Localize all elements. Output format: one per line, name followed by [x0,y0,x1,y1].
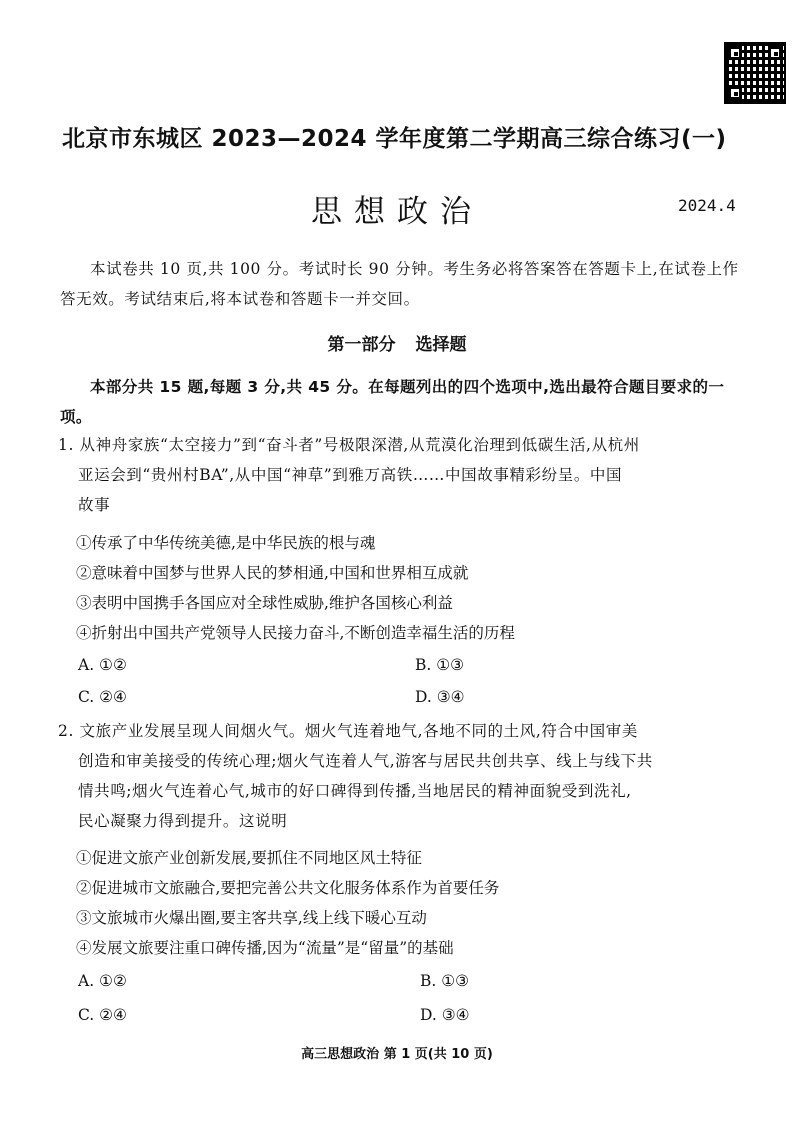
exam-date: 2024.4 [678,196,736,215]
subject-title: 思想政治 [311,194,483,230]
part-title: 第一部分 选择题 [327,335,467,355]
qr-finder-pattern [728,46,742,60]
qr-finder-pattern [728,86,742,100]
choice-c: C. ②④ [78,688,127,706]
part-description: 本部分共 15 题,每题 3 分,共 45 分。在每题列出的四个选项中,选出最符合题目要求的一项。 [60,378,725,426]
question-2-statements [76,843,499,963]
question-stem-line: 创造和审美接受的传统心理;烟火气连着人气,游客与居民共创共享、线上与线下共 [78,752,653,770]
question-stem-line: 民心凝聚力得到提升。这说明 [78,812,288,830]
choice-b: B. ①③ [420,972,470,990]
statement-option: ④发展文旅要注重口碑传播,因为“流量”是“留量”的基础 [76,939,454,957]
question-stem-line: 1. 从神舟家族“太空接力”到“奋斗者”号极限深潜,从荒漠化治理到低碳生活,从杭州 [58,436,640,454]
page-footer: 高三思想政治 第 1 页(共 10 页) [301,1047,493,1062]
statement-option: ①促进文旅产业创新发展,要抓住不同地区风土特征 [76,849,422,867]
choice-a: A. ①② [78,972,127,990]
statement-option: ①传承了中华传统美德,是中华民族的根与魂 [76,534,376,552]
question-stem-line: 亚运会到“贵州村BA”,从中国“神草”到雅万高铁……中国故事精彩纷呈。中国 [78,466,623,484]
exam-instructions: 本试卷共 10 页,共 100 分。考试时长 90 分钟。考生务必将答案答在答题卡上,在试卷上作答无效。考试结束后,将本试卷和答题卡一并交回。 [60,260,739,308]
qr-finder-pattern [768,46,782,60]
choice-b: B. ①③ [415,656,465,674]
question-2-stem [58,716,754,836]
question-1-statements [76,528,515,648]
choice-a: A. ①② [78,656,127,674]
statement-option: ②促进城市文旅融合,要把完善公共文化服务体系作为首要任务 [76,879,500,897]
question-stem-line: 2. 文旅产业发展呈现人间烟火气。烟火气连着地气,各地不同的土风,符合中国审美 [58,722,638,740]
statement-option: ④折射出中国共产党领导人民接力奋斗,不断创造幸福生活的历程 [76,624,515,642]
statement-option: ②意味着中国梦与世界人民的梦相通,中国和世界相互成就 [76,564,469,582]
choice-d: D. ③④ [420,1006,470,1024]
question-stem-line: 故事 [78,496,111,514]
choice-d: D. ③④ [415,688,465,706]
exam-title: 北京市东城区 2023—2024 学年度第二学期高三综合练习(一) [62,126,727,152]
question-1-stem [58,430,754,520]
qr-code [724,42,786,104]
question-stem-line: 情共鸣;烟火气连着心气,城市的好口碑得到传播,当地居民的精神面貌受到洗礼, [78,782,632,800]
statement-option: ③表明中国携手各国应对全球性威胁,维护各国核心利益 [76,594,453,612]
choice-c: C. ②④ [78,1006,127,1024]
statement-option: ③文旅城市火爆出圈,要主客共享,线上线下暖心互动 [76,909,427,927]
